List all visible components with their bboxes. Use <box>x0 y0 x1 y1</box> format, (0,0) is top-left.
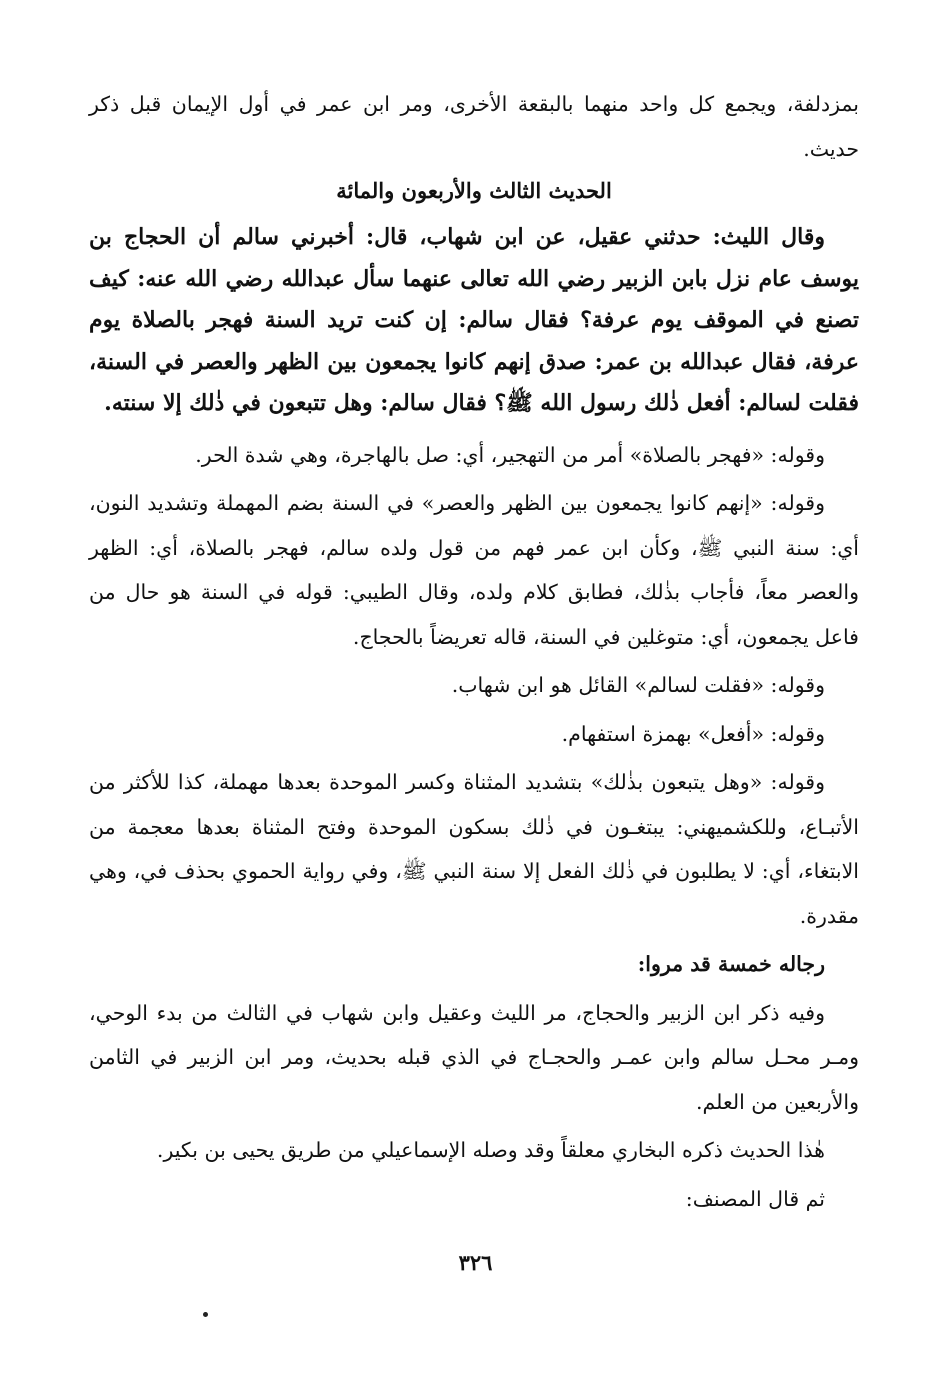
narrators-label: رجاله خمسة قد مروا: <box>637 952 825 976</box>
page-body <box>89 82 859 1221</box>
closing-line: ثم قال المصنف: <box>685 1186 825 1211</box>
scan-speck <box>203 1312 208 1317</box>
commentary-paragraph: وقوله: «فهجر بالصلاة» أمر من التهجير، أي: صل بالهاجرة، وهي شدة الحر. <box>195 442 825 467</box>
commentary-paragraph: وقوله: «فقلت لسالم» القائل هو ابن شهاب. <box>451 673 825 697</box>
ta-liq-note: هٰذا الحديث ذكره البخاري معلقاً وقد وصله الإسماعيلي من طريق يحيى بن بكير. <box>156 1138 825 1162</box>
commentary-paragraph: وقوله: «أفعل» بهمزة استفهام. <box>561 721 825 746</box>
commentary-paragraph: وقوله: «إنهم كانوا يجمعون بين الظهر والعصر» في السنة بضم المهملة وتشديد النون، أي: سنة النبي ﷺ، وكأن ابن عمر فهم من قول ولده سالم، فهجر بالصلاة، أي: الظهر والعصر معاً، فأجاب بذٰلك، فطابق كلام ولده، وقال الطيبي: قوله في السنة هو حال من فاعل يجمعون، أي: متوغلين في السنة، قاله تعريضاً بالحجاج. <box>89 491 859 649</box>
section-heading: الحديث الثالث والأربعون والمائة <box>336 178 612 203</box>
intro-paragraph: بمزدلفة، ويجمع كل واحد منهما بالبقعة الأخرى، ومر ابن عمر في أول الإيمان قبل ذكر حديث. <box>89 92 859 161</box>
hadith-text: وقال الليث: حدثني عقيل، عن ابن شهاب، قال: أخبرني سالم أن الحجاج بن يوسف عام نزل بابن الزبير رضي الله تعالى عنهما سأل عبدالله رضي الله عنه: كيف تصنع في الموقف يوم عرفة؟ فقال سالم: إن كنت تريد السنة فهجر بالصلاة يوم عرفة، فقال عبدالله بن عمر: صدق إنهم كانوا يجمعون بين الظهر والعصر في السنة، فقلت لسالم: أفعل ذٰلك رسول الله ﷺ؟ فقال سالم: وهل تتبعون في ذٰلك إلا سنته. <box>89 224 859 416</box>
commentary-paragraph: وقوله: «وهل يتبعون بذٰلك» بتشديد المثناة وكسر الموحدة بعدها مهملة، كذا للأكثر من الأتبـاع، وللكشميهني: يبتغـون في ذٰلك بسكون الموحدة وفتح المثناة بعدها معجمة من الابتغاء، أي: لا يطلبون في ذٰلك الفعل إلا سنة النبي ﷺ، وفي رواية الحموي بحذف في، وهي مقدرة. <box>89 770 859 928</box>
page-number: ٣٢٦ <box>458 1250 493 1275</box>
narrators-paragraph: وفيه ذكر ابن الزبير والحجاج، مر الليث وعقيل وابن شهاب في الثالث من بدء الوحي، ومـر محـل سالم وابن عمـر والحجـاج في الذي قبله بحديث، ومر ابن الزبير في الثامن والأربعين من العلم. <box>89 1000 859 1114</box>
